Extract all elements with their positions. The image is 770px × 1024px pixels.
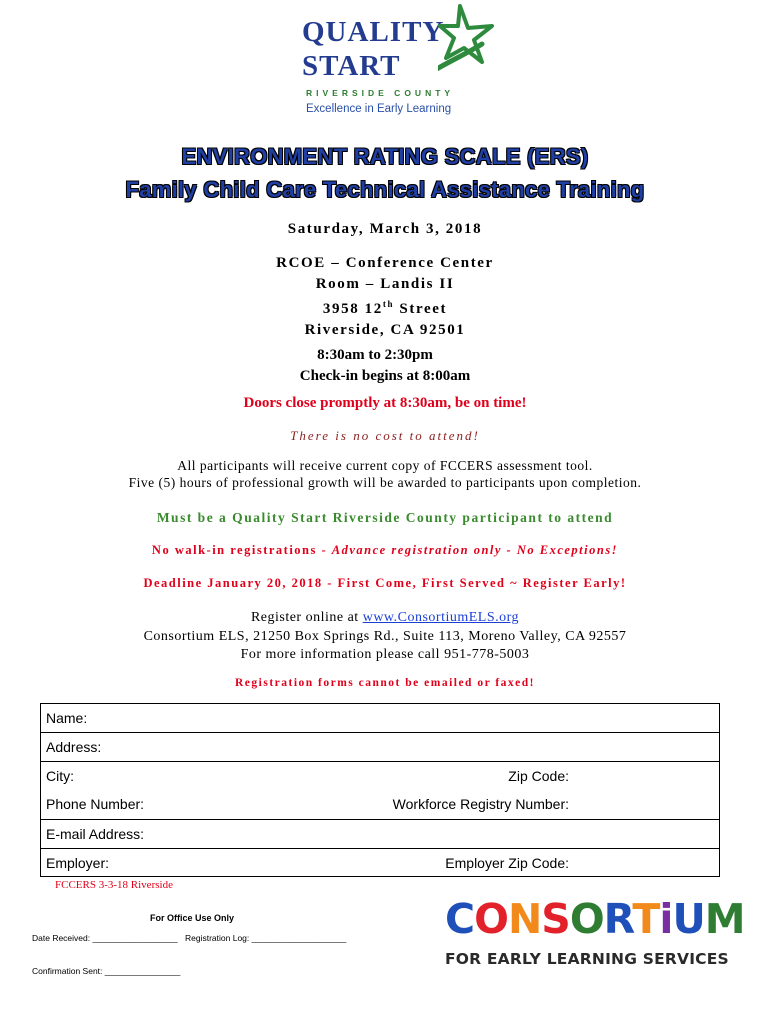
venue-street: 3958 12th Street (322, 299, 448, 317)
city-label: City: (46, 768, 74, 784)
employer-field[interactable] (40, 848, 720, 877)
consortium-wordmark (445, 895, 745, 943)
address-label: Address: (46, 739, 102, 755)
venue-line-2: Room – Landis II (315, 275, 455, 292)
registry-label: Workforce Registry Number: (392, 796, 569, 812)
quality-start-logo (300, 6, 510, 121)
consortium-letter: i (659, 895, 673, 943)
cost-notice: There is no cost to attend! (290, 428, 480, 443)
name-label: Name: (46, 710, 88, 726)
checkin-time: Check-in begins at 8:00am (299, 368, 471, 384)
venue-line-1: RCOE – Conference Center (276, 255, 494, 271)
register-link[interactable]: www.ConsortiumELS.org (362, 610, 520, 625)
registration-form (40, 703, 720, 877)
event-date: Saturday, March 3, 2018 (287, 221, 483, 237)
form-code: FCCERS 3-3-18 Riverside (55, 879, 173, 891)
venue-city: Riverside, CA 92501 (304, 321, 466, 338)
consortium-address: Consortium ELS, 21250 Box Springs Rd., Suite 113, Moreno Valley, CA 92557 (143, 628, 627, 644)
confirmation-sent-field: Confirmation Sent: ________________ (32, 966, 181, 976)
nofax-notice: Registration forms cannot be emailed or faxed! (234, 677, 536, 689)
participants-info (0, 457, 770, 491)
info-line-2: Five (5) hours of professional growth will be awarded to participants upon completion. (128, 475, 642, 490)
logo-start: START (302, 50, 401, 82)
consortium-letter: N (507, 895, 542, 943)
phone-registry-field[interactable] (40, 790, 720, 819)
email-label: E-mail Address: (46, 826, 145, 842)
employer-zip-label: Employer Zip Code: (445, 855, 569, 871)
consortium-letter: C (445, 895, 475, 943)
registration-log-field: Registration Log: ____________________ (185, 933, 347, 943)
consortium-letter: R (603, 895, 633, 943)
consortium-letter: M (704, 895, 745, 943)
logo-tagline: Excellence in Early Learning (306, 103, 452, 115)
consortium-letter: T (632, 895, 660, 943)
zip-label: Zip Code: (508, 768, 569, 784)
walkin-notice: No walk-in registrations - Advance registration only - No Exceptions! (151, 543, 619, 557)
city-zip-field[interactable] (40, 761, 720, 790)
logo-quality: QUALITY (302, 16, 445, 48)
event-time (0, 345, 770, 387)
address-field[interactable] (40, 732, 720, 761)
page-title: ENVIRONMENT RATING SCALE (ERS) (181, 144, 589, 169)
logo-county: RIVERSIDE COUNTY (306, 88, 455, 98)
office-use-heading: For Office Use Only (150, 913, 235, 923)
consortium-letter: O (569, 895, 604, 943)
consortium-letter: O (474, 895, 508, 943)
consortium-letter: S (541, 895, 570, 943)
phone-label: Phone Number: (46, 796, 145, 812)
info-line-1: All participants will receive current copy of FCCERS assessment tool. (177, 458, 593, 473)
date-received-field: Date Received: __________________ (32, 933, 178, 943)
employer-label: Employer: (46, 855, 110, 871)
event-venue (0, 253, 770, 340)
eligibility-notice: Must be a Quality Start Riverside County participant to attend (156, 510, 614, 525)
email-field[interactable] (40, 819, 720, 848)
register-online: Register online at www.ConsortiumELS.org (250, 610, 520, 625)
time-range: 8:30am to 2:30pm (317, 347, 433, 363)
page-subtitle: Family Child Care Technical Assistance Training (125, 177, 645, 202)
name-field[interactable] (40, 703, 720, 732)
consortium-logo (445, 895, 745, 986)
consortium-tagline: FOR EARLY LEARNING SERVICES (445, 950, 729, 968)
info-phone: For more information please call 951-778-5003 (240, 647, 530, 662)
doors-notice: Doors close promptly at 8:30am, be on time! (243, 395, 527, 411)
register-info (0, 609, 770, 665)
deadline-notice: Deadline January 20, 2018 - First Come, First Served ~ Register Early! (143, 576, 627, 590)
star-icon (438, 4, 504, 84)
consortium-letter: U (672, 895, 705, 943)
